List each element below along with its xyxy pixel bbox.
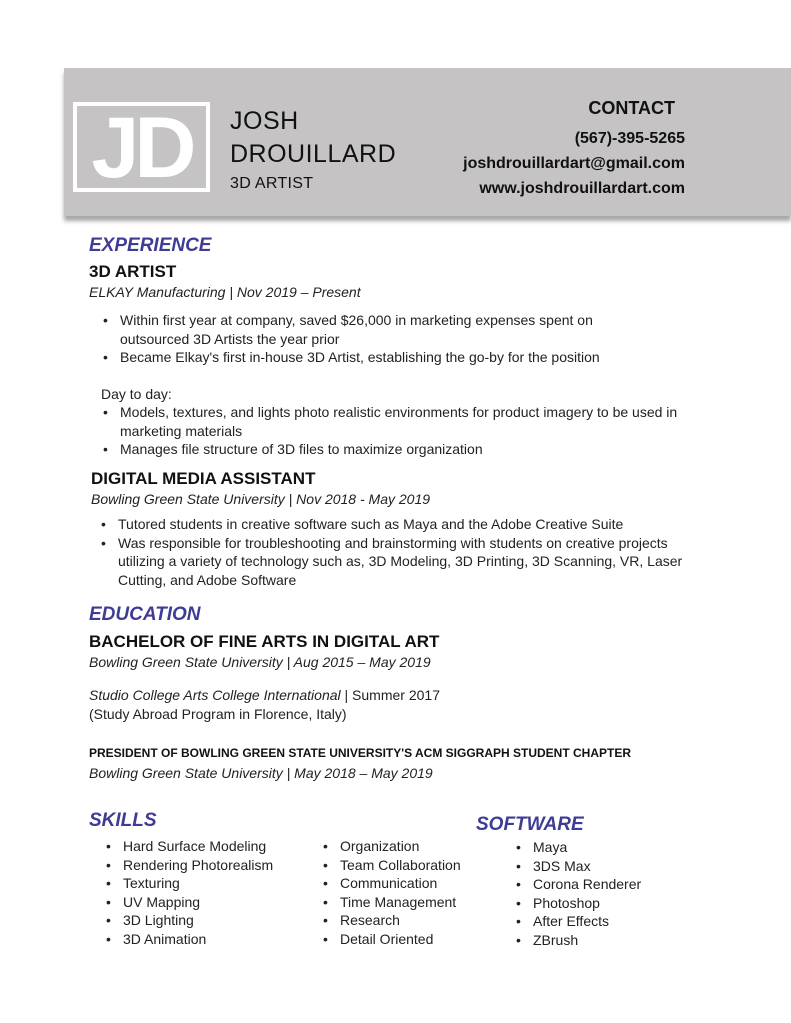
job-subtitle-3d-artist: ELKAY Manufacturing | Nov 2019 – Present bbox=[89, 284, 361, 300]
contact-website: www.joshdrouillardart.com bbox=[479, 180, 685, 197]
study-abroad-line bbox=[89, 686, 440, 704]
study-abroad-school: Studio College Arts College International bbox=[89, 687, 341, 703]
list-item: • Photoshop bbox=[514, 894, 694, 913]
experience-heading: EXPERIENCE bbox=[89, 235, 212, 256]
list-item: • Time Management bbox=[321, 893, 491, 912]
job-title-3d-artist: 3D ARTIST bbox=[89, 262, 177, 281]
list-item: • Rendering Photorealism bbox=[104, 856, 304, 875]
study-abroad-term: | Summer 2017 bbox=[340, 687, 440, 703]
job-bullets-digital-media-assistant bbox=[99, 515, 684, 589]
list-item: • Team Collaboration bbox=[321, 856, 491, 875]
contact-block bbox=[463, 96, 685, 199]
list-item: • Maya bbox=[514, 838, 694, 857]
header-band bbox=[64, 68, 791, 216]
monogram-logo bbox=[73, 100, 210, 196]
president-title: PRESIDENT OF BOWLING GREEN STATE UNIVERSITY'S ACM SIGGRAPH STUDENT CHAPTER bbox=[89, 746, 631, 760]
software-list bbox=[514, 838, 694, 949]
list-item: • After Effects bbox=[514, 912, 694, 931]
monogram-letters: JD bbox=[91, 100, 192, 196]
list-item: • Corona Renderer bbox=[514, 875, 694, 894]
name-block bbox=[230, 105, 396, 193]
study-abroad-note: (Study Abroad Program in Florence, Italy) bbox=[89, 706, 347, 722]
president-subtitle: Bowling Green State University | May 2018 – May 2019 bbox=[89, 765, 433, 781]
list-item: • Hard Surface Modeling bbox=[104, 837, 304, 856]
contact-phone: (567)-395-5265 bbox=[574, 130, 685, 147]
list-item: • Within first year at company, saved $26,000 in marketing expenses spent on outsourced 3D Artists the year prior bbox=[101, 311, 661, 348]
job-subtitle-digital-media-assistant: Bowling Green State University | Nov 2018 - May 2019 bbox=[91, 491, 431, 507]
degree-title: BACHELOR OF FINE ARTS IN DIGITAL ART bbox=[89, 632, 440, 651]
list-item: • Research bbox=[321, 911, 491, 930]
first-name: JOSH bbox=[230, 107, 299, 135]
list-item: • Communication bbox=[321, 874, 491, 893]
day-to-day-label: Day to day: bbox=[101, 386, 172, 402]
skills-column-2 bbox=[321, 837, 491, 948]
list-item: • Organization bbox=[321, 837, 491, 856]
software-heading: SOFTWARE bbox=[476, 814, 584, 835]
contact-heading: CONTACT bbox=[588, 98, 675, 118]
list-item: • Tutored students in creative software such as Maya and the Adobe Creative Suite bbox=[99, 515, 684, 534]
list-item: • Texturing bbox=[104, 874, 304, 893]
skills-heading: SKILLS bbox=[89, 810, 157, 831]
day-to-day-bullets bbox=[101, 403, 681, 459]
list-item: • UV Mapping bbox=[104, 893, 304, 912]
degree-subtitle: Bowling Green State University | Aug 2015 – May 2019 bbox=[89, 654, 431, 670]
list-item: • ZBrush bbox=[514, 931, 694, 950]
list-item: • 3D Animation bbox=[104, 930, 304, 949]
last-name: DROUILLARD bbox=[230, 140, 397, 168]
education-heading: EDUCATION bbox=[89, 604, 201, 625]
list-item: • 3DS Max bbox=[514, 857, 694, 876]
job-title-digital-media-assistant: DIGITAL MEDIA ASSISTANT bbox=[91, 469, 316, 488]
list-item: • Models, textures, and lights photo realistic environments for product imagery to be used in marketing materials bbox=[101, 403, 681, 440]
contact-email: joshdrouillardart@gmail.com bbox=[463, 155, 685, 172]
list-item: • Was responsible for troubleshooting and brainstorming with students on creative projects utilizing a variety of technology such as, 3D Modeling, 3D Printing, 3D Scanning, VR, Laser Cutting, and Adobe Software bbox=[99, 534, 684, 590]
list-item: • Detail Oriented bbox=[321, 930, 491, 949]
job-bullets-3d-artist bbox=[101, 311, 661, 367]
list-item: • Manages file structure of 3D files to maximize organization bbox=[101, 440, 681, 459]
list-item: • 3D Lighting bbox=[104, 911, 304, 930]
list-item: • Became Elkay's first in-house 3D Artist, establishing the go-by for the position bbox=[101, 348, 661, 367]
skills-column-1 bbox=[104, 837, 304, 948]
role-title: 3D ARTIST bbox=[230, 175, 314, 192]
